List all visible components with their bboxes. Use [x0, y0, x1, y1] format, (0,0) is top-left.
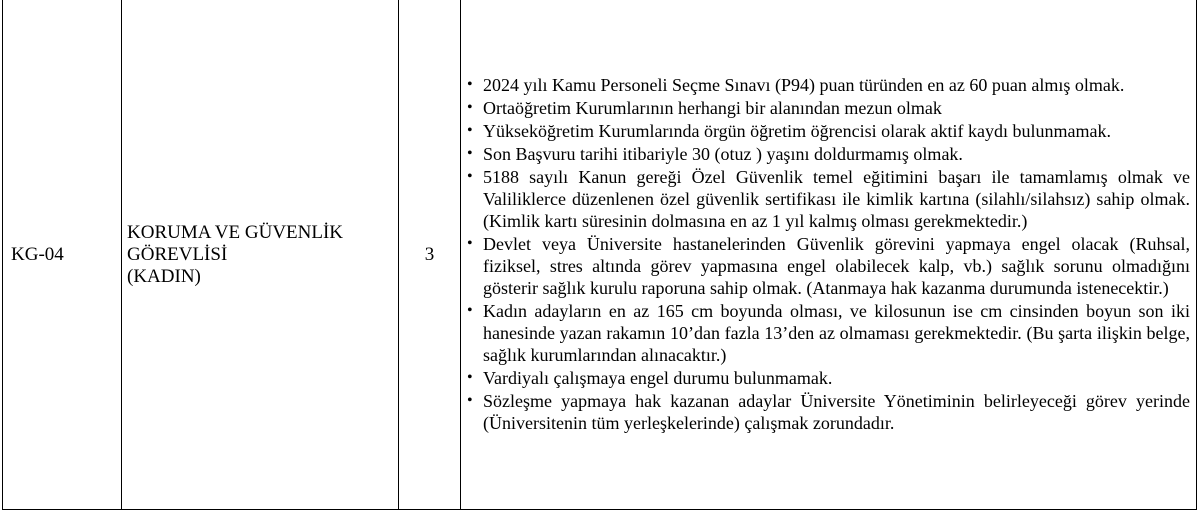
requirement-text: Vardiyalı çalışmaya engel durumu bulunmamak.	[483, 368, 833, 388]
requirements-list	[467, 74, 1190, 434]
position-code: KG-04	[3, 0, 122, 510]
bullet-icon: •	[467, 99, 473, 116]
list-item	[467, 74, 1190, 96]
requirement-text: Kadın adayların en az 165 cm boyunda olması, ve kilosunun ise cm cinsinden boyun son iki hanesinde yazan rakamın 10’dan fazla 13’den az olmaması gerekmektedir. (Bu şarta ilişkin belge, sağlık kurumlarından alınacaktır.)	[483, 301, 1190, 365]
requirements-cell	[461, 0, 1197, 510]
position-title-line-2: GÖREVLİSİ	[127, 243, 228, 265]
bullet-icon: •	[467, 235, 473, 252]
position-title-line-1: KORUMA VE GÜVENLİK	[127, 221, 344, 243]
list-item	[467, 166, 1190, 232]
requirement-text: 2024 yılı Kamu Personeli Seçme Sınavı (P94) puan türünden en az 60 puan almış olmak.	[483, 75, 1125, 95]
requirement-text: Son Başvuru tarihi itibariyle 30 (otuz ) yaşını doldurmamış olmak.	[483, 144, 963, 164]
list-item	[467, 233, 1190, 299]
requirements-table	[2, 0, 1197, 510]
bullet-icon: •	[467, 369, 473, 386]
list-item	[467, 300, 1190, 366]
list-item	[467, 390, 1190, 434]
position-count: 3	[399, 0, 461, 510]
position-title-line-3: (KADIN)	[127, 265, 201, 287]
requirement-text: Yükseköğretim Kurumlarında örgün öğretim öğrencisi olarak aktif kaydı bulunmamak.	[483, 121, 1112, 141]
requirement-text: Devlet veya Üniversite hastanelerinden Güvenlik görevini yapmaya engel olacak (Ruhsal, fiziksel, stres altında görev yapmasına engel olabilecek kalp, vb.) sağlık sorunu olmadığını gösterir sağlık kurulu raporuna sahip olmak. (Atanmaya hak kazanma durumunda istenecektir.)	[483, 234, 1190, 298]
table-row	[3, 0, 1197, 510]
bullet-icon: •	[467, 76, 473, 93]
bullet-icon: •	[467, 392, 473, 409]
bullet-icon: •	[467, 145, 473, 162]
requirement-text: Sözleşme yapmaya hak kazanan adaylar Üniversite Yönetiminin belirleyeceği görev yerinde (Üniversitenin tüm yerleşkelerinde) çalışmak zorundadır.	[483, 391, 1190, 433]
bullet-icon: •	[467, 168, 473, 185]
list-item	[467, 143, 1190, 165]
bullet-icon: •	[467, 302, 473, 319]
bullet-icon: •	[467, 122, 473, 139]
requirement-text: Ortaöğretim Kurumlarının herhangi bir alanından mezun olmak	[483, 98, 942, 118]
requirement-text: 5188 sayılı Kanun gereği Özel Güvenlik temel eğitimini başarı ile tamamlamış olmak ve Valiliklerce düzenlenen özel güvenlik sertifikası ile kimlik kartına (silahlı/silahsız) sahip olmak. (Kimlik kartı süresinin dolmasına en az 1 yıl kalmış olması gerekmektedir.)	[483, 167, 1190, 231]
list-item	[467, 97, 1190, 119]
list-item	[467, 120, 1190, 142]
position-title	[122, 0, 399, 510]
list-item	[467, 367, 1190, 389]
